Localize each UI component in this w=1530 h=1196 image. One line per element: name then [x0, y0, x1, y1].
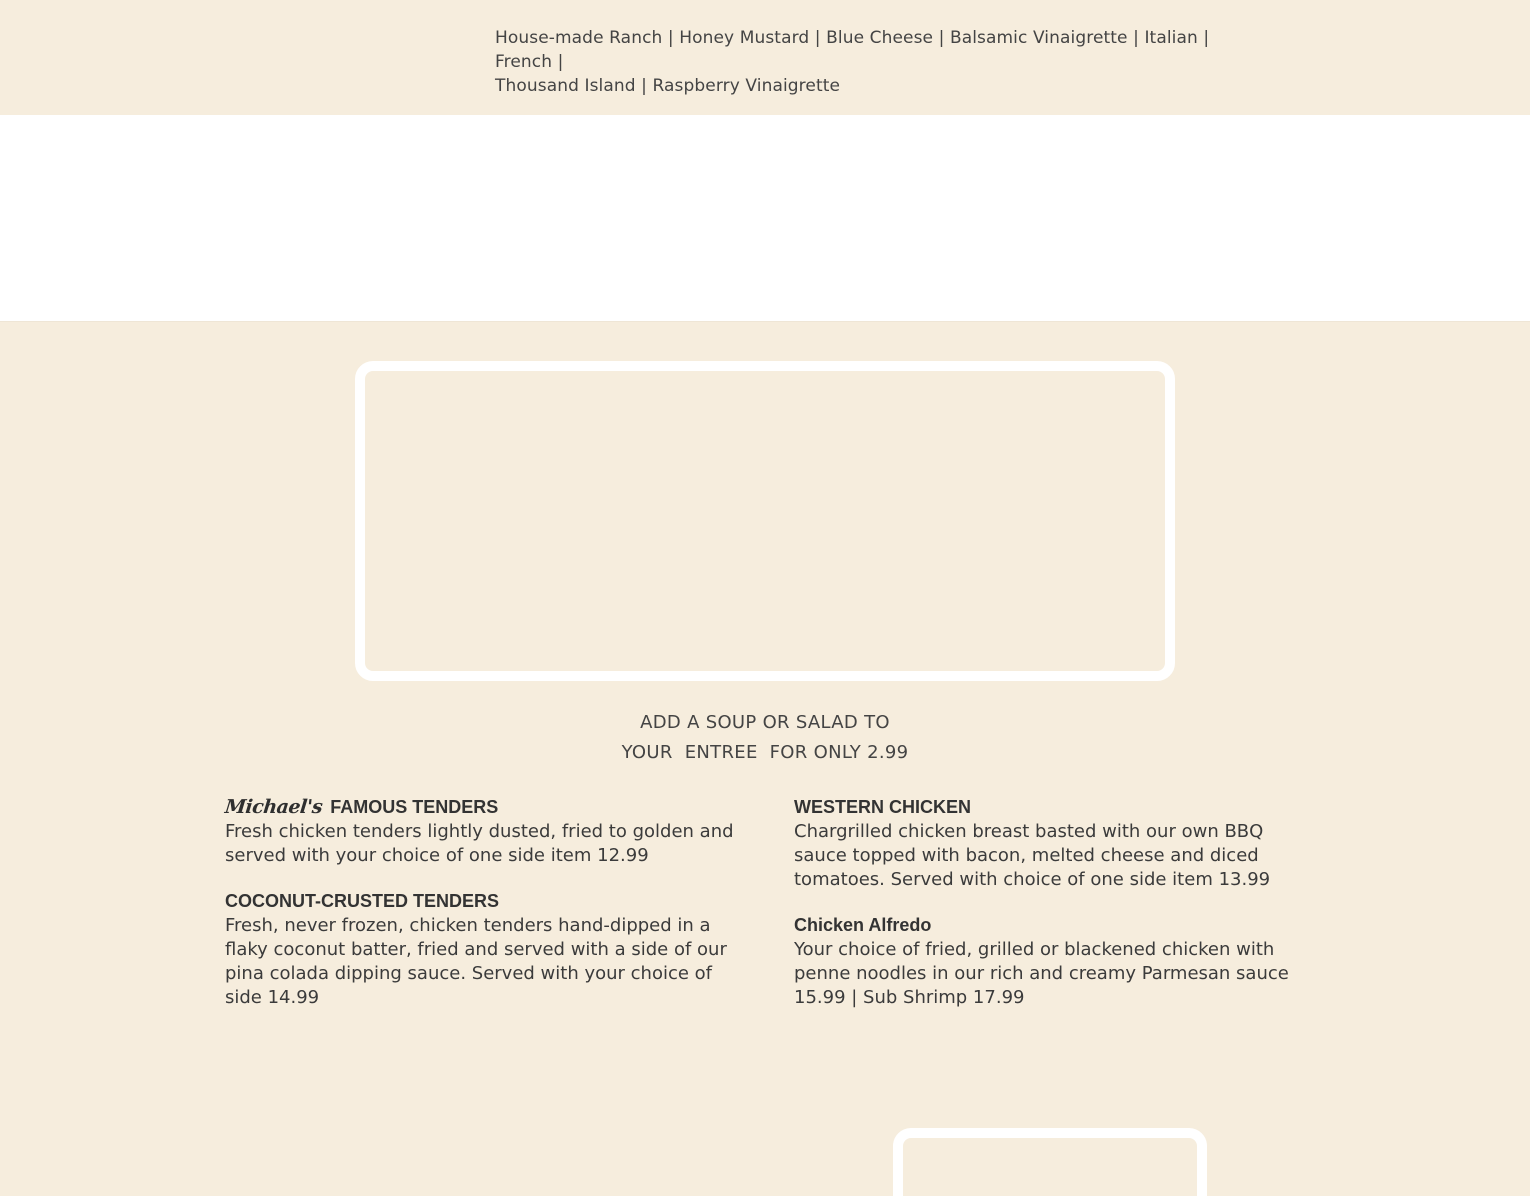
menu-item-title-text: FAMOUS TENDERS: [330, 797, 499, 817]
menu-column-right: [794, 794, 1314, 1030]
menu-item-chicken-alfredo: [794, 912, 1314, 1010]
michaels-logo: Michael's: [223, 796, 324, 818]
menu-item-description: Your choice of fried, grilled or blackened chicken with penne noodles in our rich and creamy Parmesan sauce 15.99 | Sub Shrimp 17.99: [794, 939, 1289, 1008]
dressing-list: [495, 26, 1255, 98]
image-frame-small: [893, 1128, 1207, 1196]
addon-note: [565, 708, 965, 768]
menu-column-left: [225, 794, 745, 1030]
menu-item-western-chicken: [794, 794, 1314, 892]
white-divider-band: [0, 115, 1530, 322]
menu-item-description: Fresh, never frozen, chicken tenders hand-dipped in a flaky coconut batter, fried and served with a side of our pina colada dipping sauce. Served with your choice of side 14.99: [225, 915, 727, 1008]
menu-item-description: Chargrilled chicken breast basted with our own BBQ sauce topped with bacon, melted cheese and diced tomatoes. Served with choice of one side item 13.99: [794, 821, 1271, 890]
image-frame-large: [355, 361, 1175, 681]
menu-item-coconut-tenders: [225, 888, 745, 1010]
menu-item-description: Fresh chicken tenders lightly dusted, fried to golden and served with your choice of one side item 12.99: [225, 821, 734, 866]
menu-item-title: [225, 794, 745, 820]
addon-line-1: ADD A SOUP OR SALAD TO: [640, 712, 890, 733]
menu-item-title: WESTERN CHICKEN: [794, 797, 972, 817]
menu-item-title: Chicken Alfredo: [794, 915, 932, 935]
dressing-list-line-2: Thousand Island | Raspberry Vinaigrette: [495, 76, 841, 96]
addon-line-2: YOUR ENTREE FOR ONLY 2.99: [621, 742, 909, 763]
menu-item-famous-tenders: [225, 794, 745, 868]
menu-item-title: COCONUT-CRUSTED TENDERS: [225, 891, 500, 911]
dressing-list-line-1: House-made Ranch | Honey Mustard | Blue Cheese | Balsamic Vinaigrette | Italian | French |: [495, 28, 1210, 72]
dressings-section: [0, 0, 1530, 115]
